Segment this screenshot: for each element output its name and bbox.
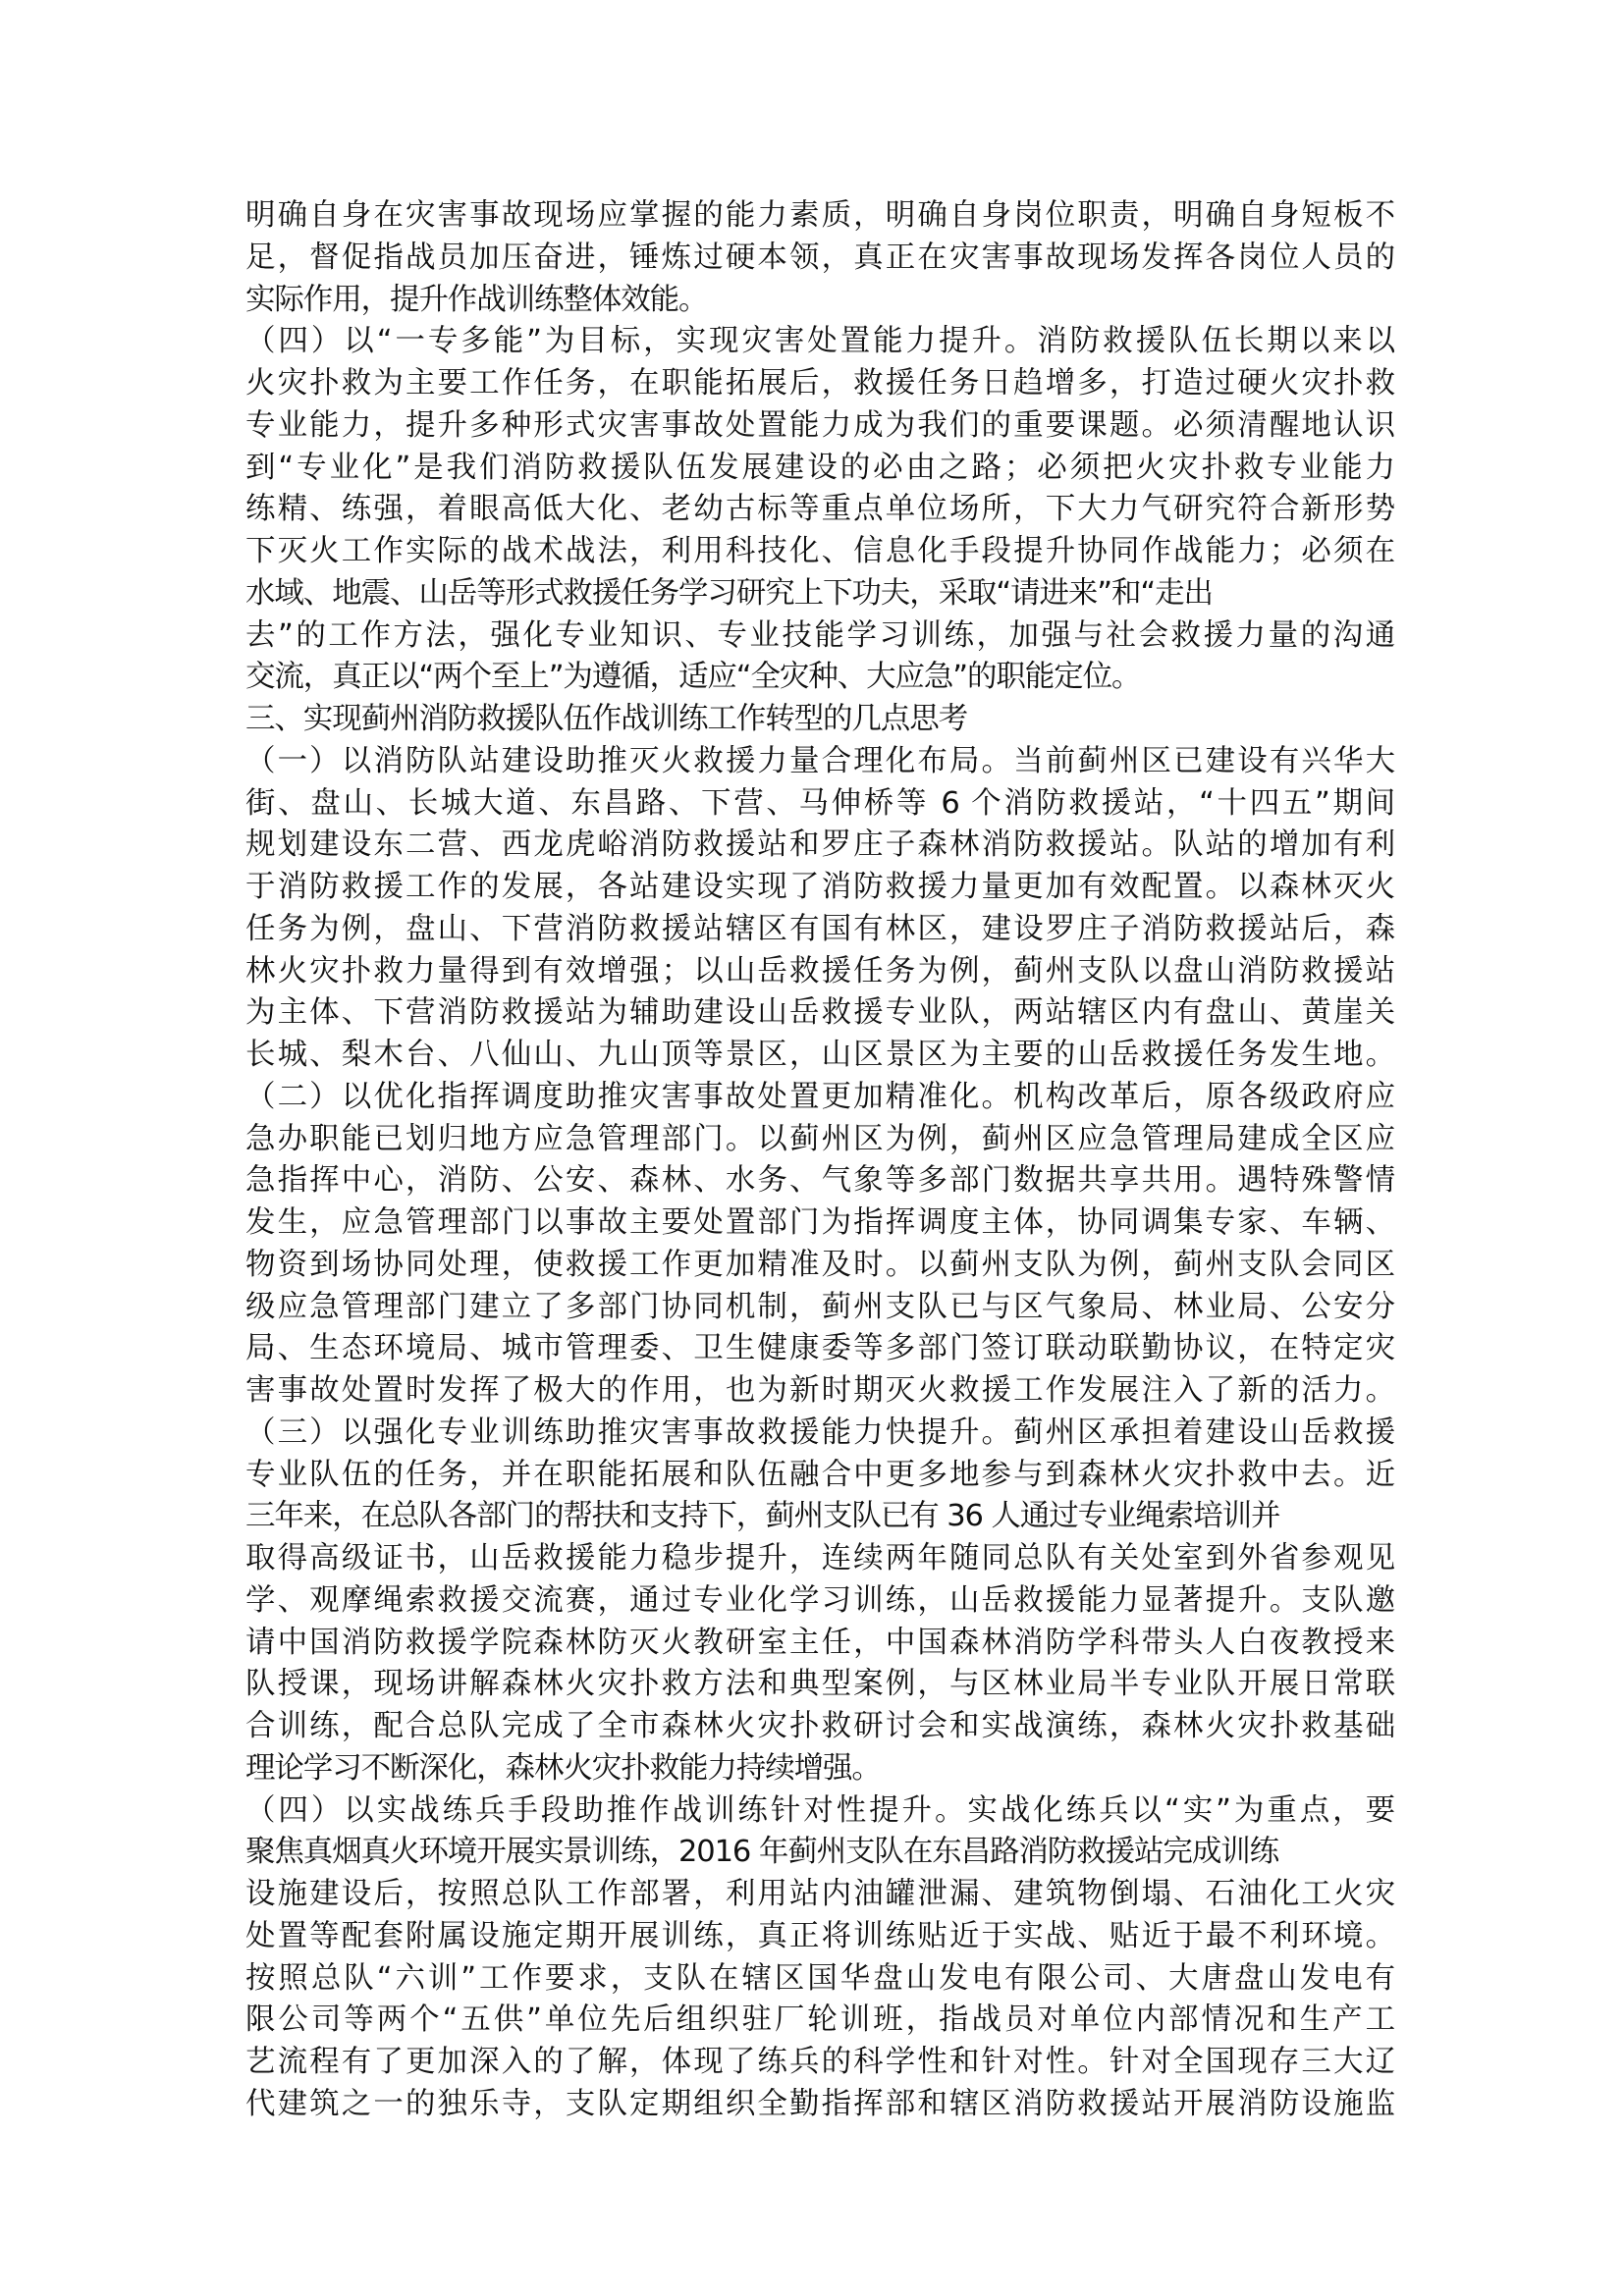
text-line: 林火灾扑救力量得到有效增强；以山岳救援任务为例，蓟州支队以盘山消防救援站 [245, 953, 1394, 988]
text-line: 取得高级证书，山岳救援能力稳步提升，连续两年随同总队有关处室到外省参观见 [245, 1541, 1394, 1575]
text-line: 练精、练强，着眼高低大化、老幼古标等重点单位场所，下大力气研究符合新形势 [245, 492, 1394, 527]
text-line: 队授课，现场讲解森林火灾扑救方法和典型案例，与区林业局半专业队开展日常联 [245, 1667, 1394, 1702]
text-line: 街、盘山、长城大道、东昌路、下营、马伸桥等 6 个消防救援站，“十四五”期间 [245, 785, 1394, 821]
text-line: 物资到场协同处理，使救援工作更加精准及时。以蓟州支队为例，蓟州支队会同区 [245, 1247, 1394, 1282]
text-line: 规划建设东二营、西龙虎峪消防救援站和罗庄子森林消防救援站。队站的增加有利 [245, 828, 1394, 863]
text-line: 急办职能已划归地方应急管理部门。以蓟州区为例，蓟州区应急管理局建成全区应 [245, 1121, 1394, 1156]
text-line: 级应急管理部门建立了多部门协同机制，蓟州支队已与区气象局、林业局、公安分 [245, 1289, 1394, 1324]
text-line: 学、观摩绳索救援交流赛，通过专业化学习训练，山岳救援能力显著提升。支队邀 [245, 1582, 1394, 1618]
text-line: 火灾扑救为主要工作任务，在职能拓展后，救援任务日趋增多，打造过硬火灾扑救 [245, 366, 1394, 400]
section-heading-line: （四）以“一专多能”为目标，实现灾害处置能力提升。消防救援队伍长期以来以 [245, 324, 1394, 359]
text-line: 局、生态环境局、城市管理委、卫生健康委等多部门签订联动联勤协议，在特定灾 [245, 1331, 1394, 1366]
text-line: 于消防救援工作的发展，各站建设实现了消防救援力量更加有效配置。以森林灭火 [245, 870, 1394, 904]
text-line: 专业队伍的任务，并在职能拓展和队伍融合中更多地参与到森林火灾扑救中去。近 [245, 1457, 1394, 1492]
text-line: 艺流程有了更加深入的了解，体现了练兵的科学性和针对性。针对全国现存三大辽 [245, 2045, 1394, 2079]
text-line: 去”的工作方法，强化专业知识、专业技能学习训练，加强与社会救援力量的沟通 [245, 617, 1394, 653]
text-line: 理论学习不断深化，森林火灾扑救能力持续增强。 [245, 1750, 881, 1786]
text-line: 代建筑之一的独乐寺，支队定期组织全勤指挥部和辖区消防救援站开展消防设施监 [245, 2086, 1394, 2121]
section-heading-line: （三）以强化专业训练助推灾害事故救援能力快提升。蓟州区承担着建设山岳救援 [245, 1415, 1394, 1450]
text-line: 害事故处置时发挥了极大的作用，也为新时期灭火救援工作发展注入了新的活力。 [245, 1373, 1394, 1408]
text-line: 长城、梨木台、八仙山、九山顶等景区，山区景区为主要的山岳救援任务发生地。 [245, 1038, 1394, 1072]
text-line: 合训练，配合总队完成了全市森林火灾扑救研讨会和实战演练，森林火灾扑救基础 [245, 1709, 1394, 1743]
section-heading-line: （一）以消防队站建设助推灭火救援力量合理化布局。当前蓟州区已建设有兴华大 [245, 743, 1394, 778]
text-line: 处置等配套附属设施定期开展训练，真正将训练贴近于实战、贴近于最不利环境。 [245, 1918, 1394, 1953]
text-line: 交流，真正以“两个至上”为遵循，适应“全灾种、大应急”的职能定位。 [245, 660, 1141, 695]
section-heading-line: （二）以优化指挥调度助推灾害事故处置更加精准化。机构改革后，原各级政府应 [245, 1079, 1394, 1114]
text-line: 到“专业化”是我们消防救援队伍发展建设的必由之路；必须把火灾扑救专业能力 [245, 450, 1394, 485]
text-line: 三年来，在总队各部门的帮扶和支持下，蓟州支队已有 36 人通过专业绳索培训并 [245, 1499, 1280, 1534]
text-line: 聚焦真烟真火环境开展实景训练，2016 年蓟州支队在东昌路消防救援站完成训练 [245, 1835, 1279, 1870]
text-line: 发生，应急管理部门以事故主要处置部门为指挥调度主体，协同调集专家、车辆、 [245, 1205, 1394, 1240]
section-heading-line: （四）以实战练兵手段助推作战训练针对性提升。实战化练兵以“实”为重点，要 [245, 1792, 1394, 1828]
text-line: 专业能力，提升多种形式灾害事故处置能力成为我们的重要课题。必须清醒地认识 [245, 407, 1394, 443]
text-line: 设施建设后，按照总队工作部署，利用站内油罐泄漏、建筑物倒塌、石油化工火灾 [245, 1877, 1394, 1911]
text-line: 足，督促指战员加压奋进，锤炼过硬本领，真正在灾害事故现场发挥各岗位人员的 [245, 240, 1394, 275]
text-line: 下灭火工作实际的战术战法，利用科技化、信息化手段提升协同作战能力；必须在 [245, 534, 1394, 568]
text-line: 任务为例，盘山、下营消防救援站辖区有国有林区，建设罗庄子消防救援站后，森 [245, 911, 1394, 946]
text-line: 按照总队“六训”工作要求，支队在辖区国华盘山发电有限公司、大唐盘山发电有 [245, 1960, 1394, 1996]
text-line: 为主体、下营消防救援站为辅助建设山岳救援专业队，两站辖区内有盘山、黄崖关 [245, 995, 1394, 1031]
text-line: 明确自身在灾害事故现场应掌握的能力素质，明确自身岗位职责，明确自身短板不 [245, 198, 1394, 233]
chapter-heading: 三、实现蓟州消防救援队伍作战训练工作转型的几点思考 [245, 702, 967, 736]
text-line: 急指挥中心，消防、公安、森林、水务、气象等多部门数据共享共用。遇特殊警情 [245, 1163, 1394, 1199]
text-line: 请中国消防救援学院森林防灭火教研室主任，中国森林消防学科带头人白夜教授来 [245, 1625, 1394, 1660]
document-body [245, 195, 1394, 2126]
text-line: 水域、地震、山岳等形式救援任务学习研究上下功夫，采取“请进来”和“走出 [245, 575, 1213, 611]
text-line: 限公司等两个“五供”单位先后组织驻厂轮训班，指战员对单位内部情况和生产工 [245, 2002, 1394, 2038]
text-line: 实际作用，提升作战训练整体效能。 [245, 282, 708, 317]
